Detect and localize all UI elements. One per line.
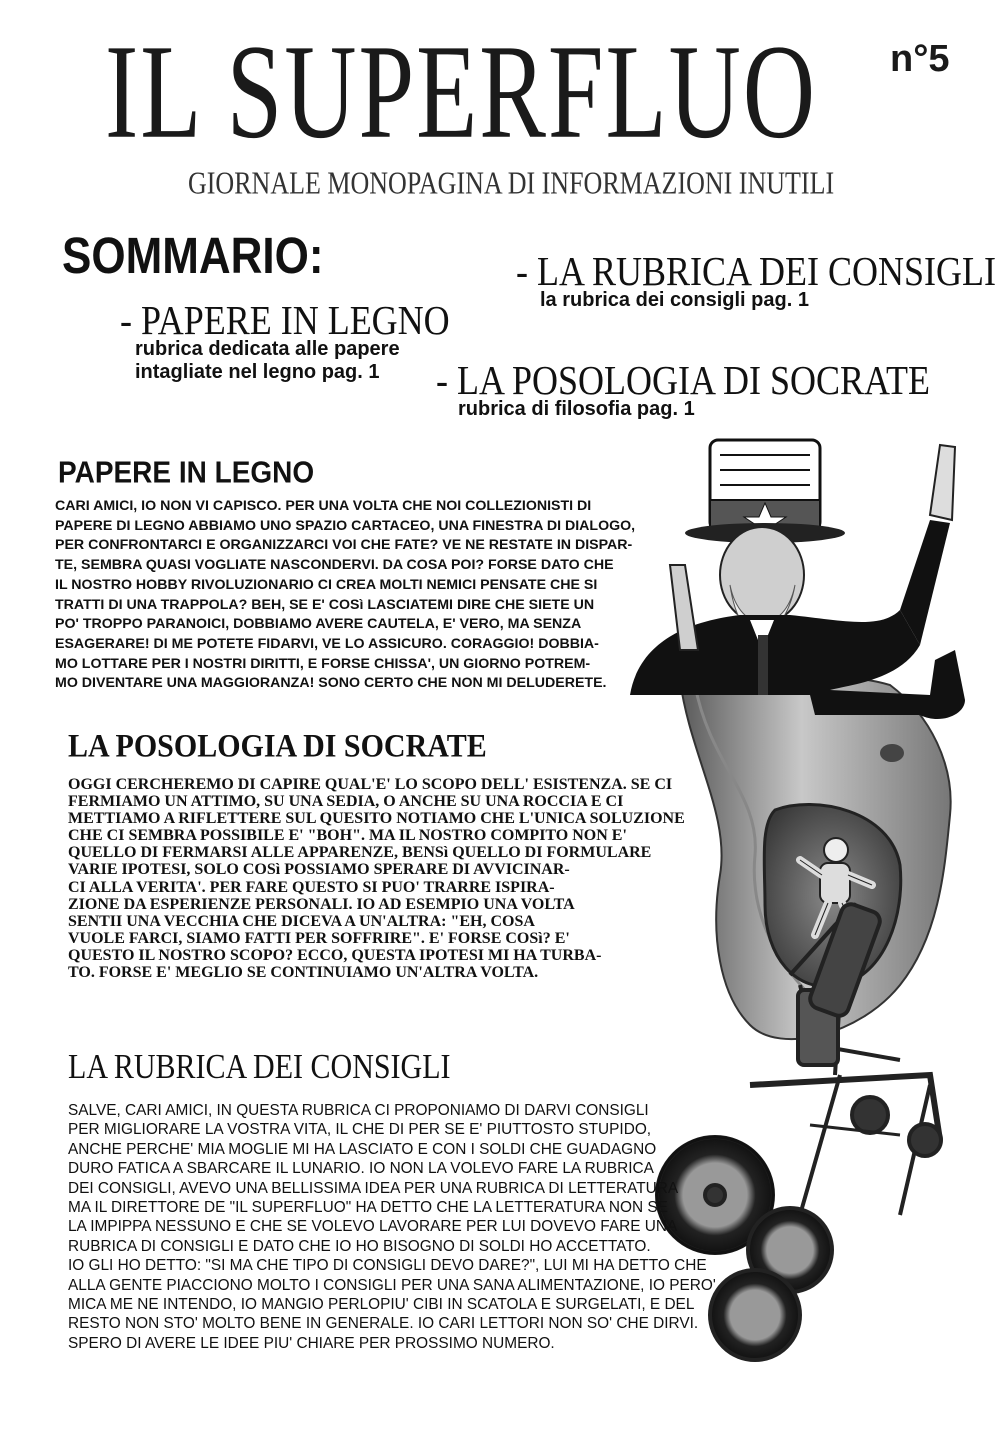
toc-item-consigli-title: - LA RUBRICA DEI CONSIGLI [516,248,997,295]
toc-item-consigli-desc: la rubrica dei consigli pag. 1 [540,289,809,311]
article-heading-socrate: LA POSOLOGIA DI SOCRATE [68,728,487,765]
article-heading-papere: PAPERE IN LEGNO [58,455,315,490]
article-heading-consigli: LA RUBRICA DEI CONSIGLI [68,1048,451,1086]
toc-item-socrate-title: - LA POSOLOGIA DI SOCRATE [436,357,931,404]
masthead-subtitle: GIORNALE MONOPAGINA DI INFORMAZIONI INUTILI [188,166,835,201]
toc-item-socrate-desc: rubrica di filosofia pag. 1 [458,398,695,420]
issue-number: n°5 [890,38,950,80]
sommario-heading: SOMMARIO: [62,228,324,285]
article-body-socrate: OGGI CERCHEREMO DI CAPIRE QUAL'E' LO SCOPO DELL' ESISTENZA. SE CI FERMIAMO UN ATTIMO, SU UNA SEDIA, O ANCHE SU UNA ROCCIA E CI METTIAMO A RIFLETTERE SUL QUESITO NOTIAMO CHE L'UNICA SOLUZIONE CHE CI SEMBRA POSSIBILE E' "BOH". MA IL NOSTRO COMPITO NON E' QUELLO DI FERMARSI ALLE APPARENZE, BENSì QUELLO DI FORMULARE VARIE IPOTESI, SOLO COSì POSSIAMO SPERARE DI AVVICINAR- CI ALLA VERITA'. PER FARE QUESTO SI PUO' TRARRE ISPIRA- ZIONE DA ESPERIENZE PERSONALI. IO AD ESEMPIO UNA VOLTA SENTII UNA VECCHIA CHE DICEVA A UN'ALTRA: "EH, COSA VUOLE FARCI, SIAMO FATTI PER SOFFRIRE". E' FORSE COSì? E' QUESTO IL NOSTRO SCOPO? ECCO, QUESTA IPOTESI MI HA TURBA- TO. FORSE E' MEGLIO SE CONTINUIAMO UN'ALTRA VOLTA. [68,776,685,982]
masthead-title: IL SUPERFLUO [105,16,818,167]
uncle-sam-image [630,440,965,719]
toc-item-papere-title: - PAPERE IN LEGNO [120,297,450,344]
article-body-consigli: SALVE, CARI AMICI, IN QUESTA RUBRICA CI PROPONIAMO DI DARVI CONSIGLI PER MIGLIORARE LA VOSTRA VITA, IL CHE DI PER SE E' PIUTTOSTO STUPIDO, ANCHE PERCHE' MIA MOGLIE MI HA LASCIATO E CON I SOLDI CHE GUADAGNO DURO FATICA A SBARCARE IL LUNARIO. IO NON LA VOLEVO FARE LA RUBRICA DEI CONSIGLI, AVEVO UNA BELLISSIMA IDEA PER UNA RUBRICA DI LETTERATURA MA IL DIRETTORE DE "IL SUPERFLUO" HA DETTO CHE LA LETTERATURA NON SE LA IMPIPPA NESSUNO E CHE SE VOLEVO LAVORARE PER LUI DOVEVO FARE UNA RUBRICA DI CONSIGLI E DATO CHE IO HO BISOGNO DI SOLDI HO ACCETTATO. IO GLI HO DETTO: "SI MA CHE TIPO DI CONSIGLI DEVO DARE?", LUI MI HA DETTO CHE ALLA GENTE PIACCIONO MOLTO I CONSIGLI PER UNA SANA ALIMENTAZIONE, IO PERO' MICA ME NE INTENDO, IO MANGIO PERLOPIU' CIBI IN SCATOLA E SURGELATI, E DEL RESTO NON STO' MOLTO BENE IN GENERALE. IO CARI LETTORI NON SO' CHE DIRVI. SPERO DI AVERE LE IDEE PIU' CHIARE PER PROSSIMO NUMERO. [68,1102,716,1352]
article-body-papere: CARI AMICI, IO NON VI CAPISCO. PER UNA VOLTA CHE NOI COLLEZIONISTI DI PAPERE DI LEGNO ABBIAMO UNO SPAZIO CARTACEO, UNA FINESTRA DI DIALOGO, PER CONFRONTARCI E ORGANIZZARCI VOI CHE FATE? VE NE RESTATE IN DISPAR- TE, SEMBRA QUASI VOGLIATE NASCONDERVI. DA COSA POI? FORSE DATO CHE IL NOSTRO HOBBY RIVOLUZIONARIO CI CREA MOLTI NEMICI PENSATE CHE SI TRATTI DI UNA TRAPPOLA? BEH, SE E' COSì LASCIATEMI DIRE CHE SIETE UN PO' TROPPO PARANOICI, DOBBIAMO AVERE CAUTELA, E' VERO, MA SENZA ESAGERARE! DI ME POTETE FIDARVI, VE LO ASSICURO. CORAGGIO! DOBBIA- MO LOTTARE PER I NOSTRI DIRITTI, E FORSE CHISSA', UN GIORNO POTREM- MO DIVENTARE UNA MAGGIORANZA! SONO CERTO CHE NON MI DELUDERETE. [55,498,636,692]
toc-item-papere-desc: rubrica dedicata alle papere intagliate nel legno pag. 1 [135,338,400,383]
